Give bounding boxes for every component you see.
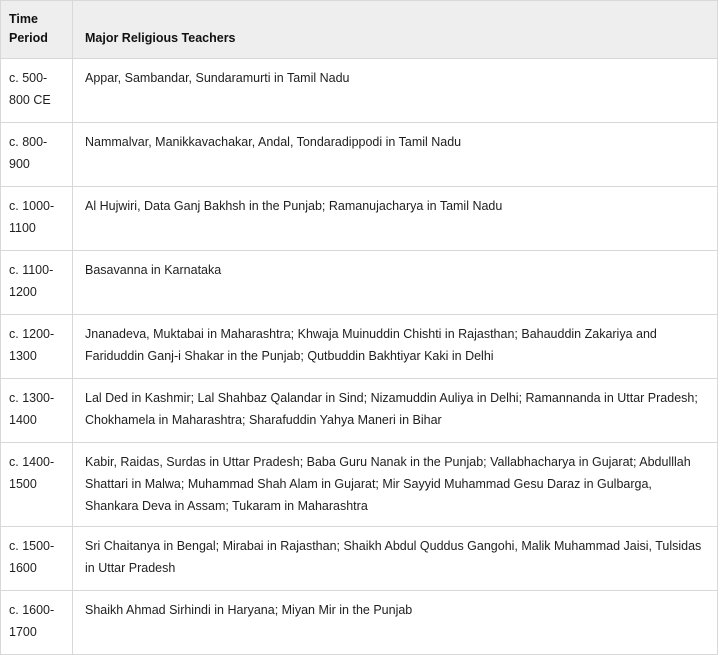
table-header-row: [1, 1, 718, 59]
table-body: [1, 58, 718, 655]
cell-time-period: c. 800-900: [1, 122, 73, 186]
column-header-major-religious-teachers: Major Religious Teachers: [73, 1, 718, 59]
cell-time-period: c. 1100-1200: [1, 250, 73, 314]
cell-major-religious-teachers: Lal Ded in Kashmir; Lal Shahbaz Qalandar in Sind; Nizamuddin Auliya in Delhi; Ramannanda in Uttar Pradesh; Chokhamela in Maharashtra; Sharafuddin Yahya Maneri in Bihar: [73, 378, 718, 442]
cell-time-period: c. 1000-1100: [1, 186, 73, 250]
cell-major-religious-teachers: Al Hujwiri, Data Ganj Bakhsh in the Punjab; Ramanujacharya in Tamil Nadu: [73, 186, 718, 250]
table-row: [1, 527, 718, 591]
table-row: [1, 442, 718, 527]
cell-time-period: c. 1500-1600: [1, 527, 73, 591]
cell-major-religious-teachers: Nammalvar, Manikkavachakar, Andal, Tondaradippodi in Tamil Nadu: [73, 122, 718, 186]
table-row: [1, 186, 718, 250]
cell-major-religious-teachers: Basavanna in Karnataka: [73, 250, 718, 314]
column-header-time-period: Time Period: [1, 1, 73, 59]
cell-time-period: c. 1400-1500: [1, 442, 73, 527]
table-row: [1, 314, 718, 378]
table-row: [1, 378, 718, 442]
cell-major-religious-teachers: Kabir, Raidas, Surdas in Uttar Pradesh; Baba Guru Nanak in the Punjab; Vallabhacharya in Gujarat; Abdulllah Shattari in Malwa; Muhammad Shah Alam in Gujarat; Mir Sayyid Muhammad Gesu Daraz in Gulbarga, Shankara Deva in Assam; Tukaram in Maharashtra: [73, 442, 718, 527]
table-row: [1, 58, 718, 122]
cell-major-religious-teachers: Sri Chaitanya in Bengal; Mirabai in Rajasthan; Shaikh Abdul Quddus Gangohi, Malik Muhammad Jaisi, Tulsidas in Uttar Pradesh: [73, 527, 718, 591]
table-header: [1, 1, 718, 59]
cell-major-religious-teachers: Appar, Sambandar, Sundaramurti in Tamil Nadu: [73, 58, 718, 122]
cell-time-period: c. 500-800 CE: [1, 58, 73, 122]
cell-time-period: c. 1200-1300: [1, 314, 73, 378]
cell-time-period: c. 1300-1400: [1, 378, 73, 442]
cell-major-religious-teachers: Shaikh Ahmad Sirhindi in Haryana; Miyan Mir in the Punjab: [73, 591, 718, 655]
table-row: [1, 591, 718, 655]
table-row: [1, 250, 718, 314]
table-row: [1, 122, 718, 186]
cell-major-religious-teachers: Jnanadeva, Muktabai in Maharashtra; Khwaja Muinuddin Chishti in Rajasthan; Bahauddin Zakariya and Fariduddin Ganj-i Shakar in the Punjab; Qutbuddin Bakhtiyar Kaki in Delhi: [73, 314, 718, 378]
cell-time-period: c. 1600-1700: [1, 591, 73, 655]
